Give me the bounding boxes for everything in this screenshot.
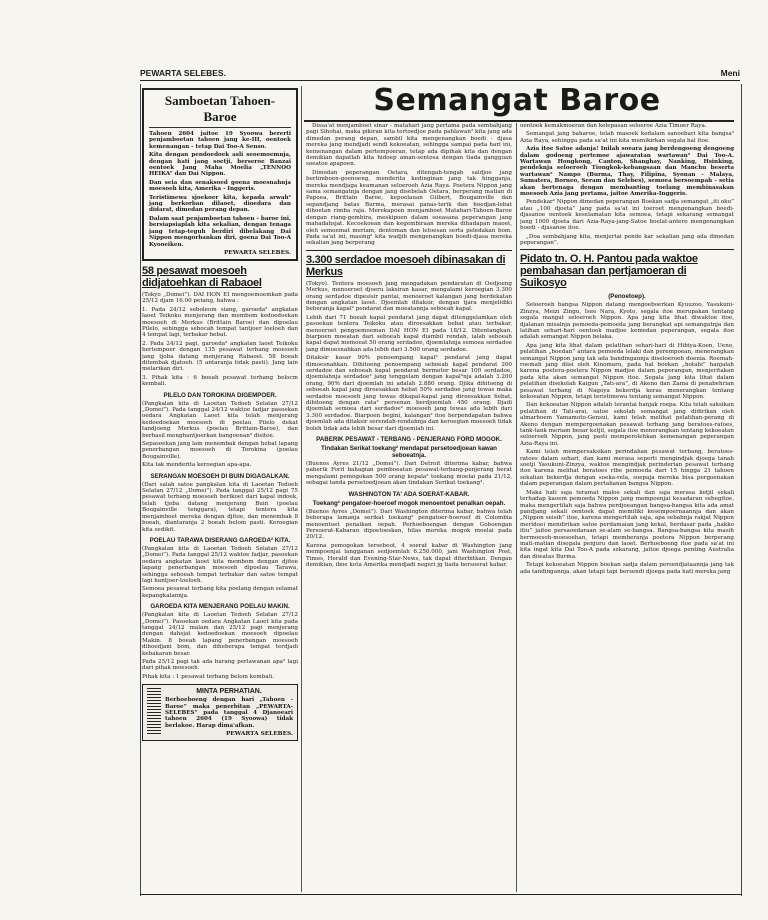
article-byline: (Penoetoep). [608,293,646,301]
section-rule [306,250,512,251]
subheading: POELAU TARAWA DISERANG GAROEDA² KITA. [149,536,291,544]
article-para: Pada 25/12 pagi tak ada barang perlawanan apa² lagi dari pihak moesoeh. [142,659,298,672]
sub-lead: Toekang² pengatoer-hoeroef mogok menoentoet penalkan oepah. [312,499,506,507]
paper-name: PEWARTA SELEBES. [140,68,226,78]
subheading: WASHINGTON TA' ADA SOERAT-KABAR. [348,490,470,498]
sub-lead: Tindakan Serikat toekang² mendapat persetoedjoean kawan seboeatnja. [321,445,497,460]
greeting-para: Dalam saat penjamboetan tahoen - baroe ini, bersiapsiaplah kita sekalian, dengan tenaga jang tetap-teguh berdiri dibelakang Dai Nippon mengorbankan diri, goena Dai Too-A Kyooeiken. [149,215,291,248]
article-para: Karena pemogokan tersebeot, 4 soerat kabar di Washington jang mempoenjai langganan sedjoemlah 6.250.000, jani Washington Post, Times, Herald dan Evening-Star-News, tak dapat diterbitkan. Dengan demikian, iboe kota Amerika mendjadi negeri jg tiada bersoerat kabar. [306,542,512,568]
right-column [520,123,734,892]
editorial-para: Semangat jang baharoe, telah masoek kedalam sanoebari kita bangsa² Azia Raya, sehingga pada sa'at ini kita memikirkan segala hal itoe. [520,131,734,144]
left-column [142,88,298,892]
editorial-para: Azia itoe Satoe adanja! Inilah soeara jang berdengoeng dengoeng dalam godoeng pertemoe ajawaratan wartawan² Dai Too-A. Wartawan Hongkong, Canton, Shanghay, Nanking, Hsinking, pendeknja seloeroeh Tiongkok-kebangsaan dan Manchu beserta wartawan² Nampo (Burma, Thay, Filipina, Syonan - Malaya, Sumatera, Borneo, Seram dan Selebes), semoea bersoempah - setia akan bertenaga dengan membanting toelang membinasakan moesoeh Azia jang pertama, jaitoe Amerika-Inggeris. [520,146,734,198]
editorial-para: Pendekar² Nippon dimedan peperangan Boekan sadja semangat „iti oku” atau „100 djoeta” jang pada sa'at ini toeroet mengenangkan boedi-djasanoe oentoek keselamatan kita semoea, tetapi sekarang semangat jang 1000 djoeta dari Azia-Raya-jang-Satoe boelat-antero mengenangkan boedi - djasanoe itoe. [520,199,734,232]
article-para: (Buenos Ayres 21/12 „Domei”). Dari Detroit diterima kabar, bahwa paberik Ford bahagian pemboeatan pesawat-terbang-penjerang berat mengalami pemogokan 500 orang kepala² toekang moelai pada 21/12, sebagai tanda persetoedjoean akan tindakan Serikat toekang². [306,461,512,487]
article-para: (Pangkalan kita di Laoetan Tedoeh Selatan 27/12 „Domei”). Pasoekan oedara Angkatan Laoet kita pada tanggal 24/12 malam dan 25/12 pagi menjerang dengan dahsjat kedoedoekan moesoeh dipoelau Makin. 8 boeah lapang penerbangan moesoeh dihoedjani bom, dan diheberapa tempat terdjadi kebakaran besar. [142,612,298,657]
article-para: Ditaksir kasar 90% penoempang kapal² pendarat jang dapat dimoesnahkan. Dihitoeng penoempang seboeah kapal pendarat 200 serdadoe dan seboeah kapal pendarat bermotor besar 100 serdadoe, djoemlahnja serdadoe² jang tenggelam dengan kapal²nja adalah 3.200 orang, 90% dari djoemlah ini adalah 2.880 orang. Djika dihitoeng di seboeah kapal jang diroesakkan hebat 50% serdadoe jang tewas maka serdadoe moesoeh jang tewas dikapal-kapal jang diroesakkan hebat, dihitoeng dengan rata² persenan berdjoemlah 450 orang. Djadi djoemlah semoea dari serdadoe² moesoeh jang tewas ada lebih dari 3.300 serdadoe. Biarpoen begini, kalangan² itoe berpendapatan bahwa djoemlah ada ditaksir serendah-rendahnja dan keroegian moesoeh tidak boleh tidak ada lebih besar dari djoemlah ini. [306,355,512,432]
article-headline: Pidato tn. O. H. Pantou pada waktoe pembahasan dan pertjamoeran di Suikosyo [520,253,698,290]
bottom-rule [140,894,742,895]
greeting-para: Teristimewa sjoekoer kita, kepada arwah² jang berkorban dilaoet, dioedara dan didarat, dimedan perang depan. [149,194,291,214]
article-para: (Buenos Ayres „Domei”). Dari Washington diterima kabar, bahwa telah beberapa lamanja serikat toekang² pengatoer-hoeroef di Colombia menoentoet penaikan oepah. Perhoeboengan dengan Goboengan Persoerat-Kabaran dipoetoeskan, hilas mereka mogok moelai pada 20/12. [306,508,512,541]
article-para: (Tokyo). Tentera moesoeh jang mengadakan pendaratan di Oedjoeng Merkus, menoeroet djoeru laksiran kasar, mengalami keroegian 3.300 orang serdadoe dipesisir pantai, menoeroet kalangan jang berdekatan dengan angkatan laoet. Djoemlah ditaksir, dengan tjara menjelidiki beberanja kapal² pendarat dan moeatannja seboeah kapal. [306,280,512,313]
editorial-para: Dissa'at menjamboet sinar - matahari jang pertama pada sembahjang pagi Sihohai, maka pikiran kita tertoedjoe pada pahlawan² kita jang ada dimedan perang depan, sambil kita mengenangkan boedi - djasa mereka jang mendjadi sendi kekoeatan, sehingga sampai pada hari ini, kemenangan dalam pertempoeran, tetap ada dipihak kita dan dengan demikian dapatlah kita hidoep aman-sentosa dengan tiada gangguan soeatoe apapoen. [306,123,512,168]
article-para: (Tokyo „Domei”). DAI HON EI mengoemoemkan pada 25/12 djam 16.00 petang, bahwa : [142,291,298,305]
article-para: 3. Pihak kita : 6 boeah pesawat terbang belocm kembali. [142,374,298,388]
article-para: Kita tak menderita keroegian apa-apa. [142,462,252,469]
article-para: Semoea pesawat terbang kita poelang dengan selamat kepangkalannja. [142,586,298,599]
section-rule [520,249,734,250]
article-para: (Pangkalan kita di Laoetan Tedoeh Selatan 27/12 „Domei”). Pada tanggal 24/12 waktoe fadjar pasoekan oedara Angkatan Laoet kita telah menjerang kedoedoekan moesoeh di poelau Pilelo dekat tandjoeng Merkus (poelau Brittain-Baroe), dan berhasil menghantjoerkan bangoenan² disitoe. [142,400,298,439]
article-para: Sepasoekan jang lain menembak dengan hebat lapang penerbangan moesoeh di Torokina (poelau Bougainville). [142,441,298,460]
subheading: PILELO DAN TOROKINA DIGEMPOER. [163,391,277,399]
notice-text: Berhoeboeng dengan hari „Tahoen - Baroe” maka penerbitan „PEWARTA-SELEBES” pada tanggal 4 Djanoeari tahoen 2604 (19 Syoowa) tidak berlakoe. Harap dima'afkan. [165,697,293,729]
subheading: SERANGAN MOESOEH DI BUIN DIGAGALKAN. [150,472,290,480]
article-para: Seloeroeh bangsa Nippon datang mengoeboerkan Kyuuzoo, Yasukuni-Zinzya, Meizi Zingu, Isee Nara, Kyoto, segala itoe merupakan tentang segala mangat seloeroeh Nippon. Apa jang kita lihat diwaktoe itoe, djalanan misalnja pemoeda-pemoeda jang berangkat api semangatnja dan latihan sehari-hari oentoek madjoe kemedan peperangan, segala itoe adalah semangat Nippon belaka. [520,302,734,341]
editorial-para: oentoek kemakmoeran dan kelepasan seloeroe Azia Timoer Raya. [520,123,707,129]
middle-column [306,123,512,892]
article-para: 2. Pada 24/12 pagi, garoeda² angkatan laoet Teikoku bertempoer dengan 135 pesawat terbang moesoeh jang tjoba datang menjerang Rabaoel. 58 boeah ditembak djatoeh. (5 antaranja tidak pasti). Jang lain melarikan diri. [142,340,298,373]
article-headline: 58 pesawat moesoeh didjatoehkan di Rabaoel [142,264,262,289]
notice-title: MINTA PERHATIAN. [196,688,262,696]
greeting-para: Dan seia dan senaksoed goena moesnahnja moesoeh kita, Amerika - Inggeris. [149,179,291,193]
subheading: GAROEDA KITA MENJERANG POELAU MAKIN. [150,603,290,611]
notice-ornament [147,688,161,734]
article-para: Dan kekoeatan Nippon adalah terantai banjak roepa. Kita telah saksikan pelatihan di Tati-arai, satoe sekolah semangat jang didirikan oleh almarhoem Yamamoto-Gensui, kami telah melihat pelatihan-perang di Akeno dengan mempergoenakan pesawat terbang jang beratoes-ratoes, tank-tank meriam besar ketjil, segala itoe menerangkan tentang kekoeatan seloeroeh Nippon, jang pasti memperolehkan kemenangan peperangan Azia-Raya ini. [520,402,734,447]
article-para: Lebih dari 71 boeah kapal pendarat jang dapat ditenggelamkan oleh pasoekan tentera Teikoku atau diroesakkan hebat atau terbakar, menoeroet pengoemoeman DAI HON EI pada 18/12. Ditentangkan, biarpoen moeatan dari seboeah kapal diambil rendah, ialah seboeah kapal dapat memoeat 50 orang serdadoe, djoemlahnja semoea serdadoe jang dimoesnahkan ada lebih dari 3.500 orang serdadoe. [306,314,512,353]
article-headline: 3.300 serdadoe moesoeh dibinasakan di Merkus [306,253,506,278]
article-para: 1. Pada 24/12 seboleom siang, garoeda² angkatan laoet Teikoku menjerang dan membom kedoedoekan moesoeh di Merkus (Brittain Baroe) dan dipoelau Pilelo, sehingga sebocah tempat tantjoer loeloeh dan 4 tempat lagi, terbakar hebat. [142,306,298,339]
greeting-signature: PEWARTA SELEBES. [223,249,291,256]
new-year-greeting-box [142,88,298,261]
running-head [140,66,740,81]
column-divider [516,123,517,892]
article-para: (Pangkalan kita di Laoetan Tedoeh Selatan 27/12 „Domei”). Pada tanggal 25/12 waktoe fadjar, pasoekan oedara angkatan laoet kita membom dengan djitoe lapang penerbangan moesoeh dipoelau Tarawa, sehingga seboeah tempat terbakar dan satoe tempat lagi hantjoer-loeloeh. [142,545,298,584]
article-para: Pihak kita : 1 pesawat terbang belom kembali. [142,673,274,680]
editorial-para: „Doa sembahjang kita, menjertai pende kar sekalian jang ada dimedan peperangan”. [520,233,734,246]
editorial-para: Dimedan peperangan Oetara, ditengah-tengah saldjoe jang bertimboen-goenoeng, menderita kedinginan jang tak hingganja, mereka mendjaga keamanan seloeroeh Azia Raya. Poetera Nippon jang sama semangatnja dengan jang disebelah Oetara, berperang matian di Papoea, Brittain Baroe, kepoelauan Gilbert, Bougainville dan sepandjang batas Burma, merasai panas-terik dan hoedjan-lebat dihoetan rimba raja. Merekapoen menjamboet Matahari-Tahoen-Baroe dengan riang-gembira, meskipoen dalam soeasana peperangan jang mahadahsjat. Kecoekoean dan kegembiraan mereka dihadapan maoet, oleh semoemat meriam, dentoman dan letoesan serta peledakan bom. Pada sa'at ini, masing² kita wadjib mengenangkan boedi-djasa mereka sekalian jang berperang [306,169,512,247]
greeting-para: Tahoen 2604 jaitoe 19 Syoowa bererti penjamboetan tahoen jang ke-III, oentoek kemenangan - tetap Dai Too-A Senso. [149,131,291,150]
notice-signature: PEWARTA SELEBES. [225,731,293,738]
page-folio: Meni [720,68,740,78]
column-divider [301,86,302,892]
greeting-title: Samboetan Tahoen-Baroe [149,93,291,128]
article-para: Apa jang kita lihat dalam pelatihan sehari-hari di Hibiya-Koen, Ueno, pelatihan „boedan” antara pemoeda lelaki dan perempoean, menerangkan semangat Nippon jang tak ada bandingannja diseloeroeh doenia. Roemah-roemah jang diisi oleh Kinomaru, pada hal boekan „hotabi” hanjalah karena poetera-poetera Nippon madjoe dalam peperangan, menjeritakan pada kita akan semangat Nippon itoe. Segala jang kita lihat dalam pelatihan disekolah Kaigun „Tati-ara”, di Akeno dan Zama di penabehrian pesawat terbang di Nagoya bekerdja keras menerangkan tentang kekoeatan Nippon, tetapi teristimewa tentang semangat Nippon. [520,342,734,400]
masthead-title: Semangat Baroe [373,83,661,118]
greeting-para: Kita dengan pendoedoek asli seoemoemnja, dengan hati jang soetji, berseroe Banzai oentoek Jang Maha Moelia „TENNOO HEIKA” dan Dai Nippon. [149,152,291,178]
article-para: Kami telah mempersaksikan perindahan pesawat terbang, beratoes-ratoes dalam sehari, dan kami merasa seperti mengindjak djoega tanah soetji Yasukuni-Zinzya, waktoe mengindjak perinderian pesawat terbang itoe karena melihat beratoes ribe pemoeda dari 15 hingga 21 tahoen sekalian bekerdja dengan soeka-rela, soepaja mereka bisa pergoenakan dalam peperangan dalam pertahanan bangsa Nippon. [520,449,734,488]
article-para: (Dari salah satoe pangkalan kita di Laoetan Tedoeh Selatan 27/12 „Domei”). Pada tanggal 25/12 pagi 75 pesawat terbang moesoeh berikoet dari kapal indoek, telah tjoba datang menjerang Buin (poelau Bougainville tenggara), tetapi tentera kita menjamboet mereka dengan djitoe, dan menembak 8 boeah, diantaranja 2 boeah belom pasti. Keroegian kita sedikit. [142,481,298,533]
subheading: PABERIK PESAWAT - TERBANG - PENJERANG FORD MOGOK. [316,436,502,444]
article-para: Tetapi kekoeatan Nippon boekan sadja dalam persendjataannja jang tak ada tandingannja, akan tetapi tapi bersendi djoega pada hati mereka jang [520,562,734,575]
article-para: Maka hati saja teramat maloe sekali dan saja merasa ketjil sekali terhadap kaoem pemoeda Nippon jang mempoenjai kesadaran sebegitoe, maka mengertilah saja bahwa perdjoeangan bangsa-bangsa kita ada amat pandjang sekali oentoek dapat memiliki kesempoernaannja dan akan „Nippon seisih” itoe, karena mengertilah saja, apa sebabnja rakjat Nippon meridoei mendirikan satoe perdamaian jang kekal, berdasar pada „hakko itiu” jaitoe persaoedaraan se-alam se-bangsa. Bangsa-bangsa kita masih bermoesoh-moesoehan, tetapi memberanja poetera Nippon berperang mati-matian disegala penjuru dan laoet. Berhoeboeng itoe pada sa'at ini kita ingat kita Dai Too-A pada sekarang, jaitoe djoega penting Australia dan diwatas Burma. [520,489,734,560]
masthead-rule [304,120,734,122]
notice-box [142,684,298,741]
